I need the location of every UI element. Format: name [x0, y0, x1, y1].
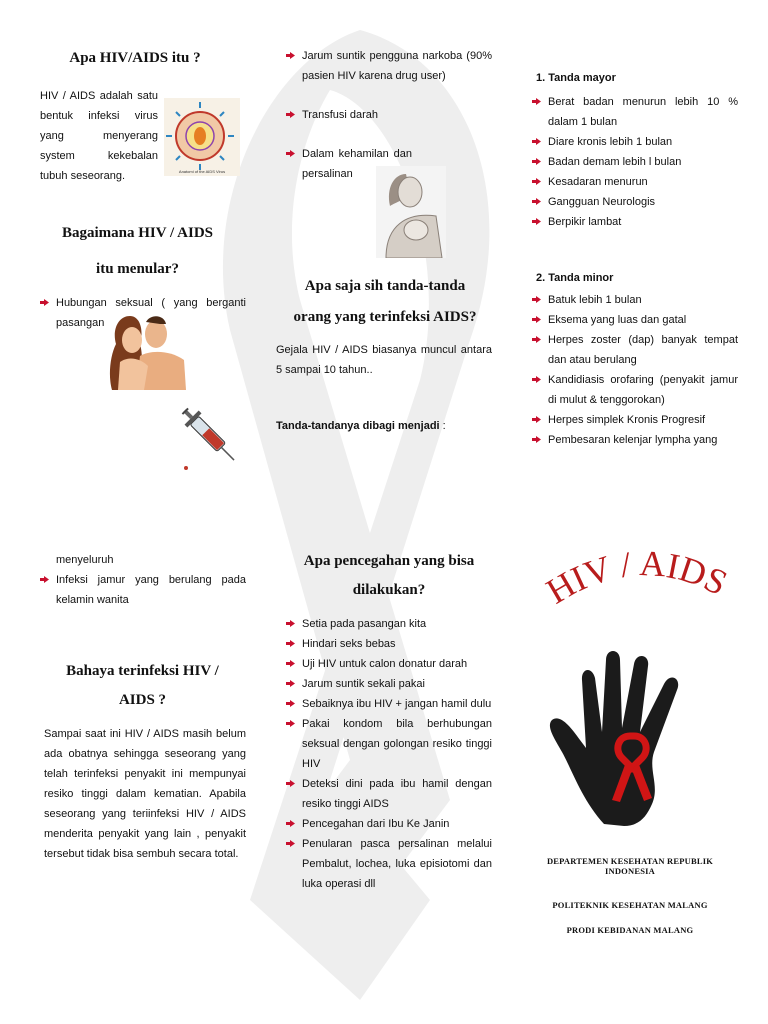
arrow-bullet-icon [532, 218, 541, 225]
symptoms-division-text: Tanda-tandanya dibagi menjadi : [276, 420, 446, 432]
svg-text:HIV / AIDS: HIV / AIDS [539, 548, 734, 612]
arrow-bullet-icon [286, 820, 295, 827]
list-item: Batuk lebih 1 bulan [532, 290, 738, 310]
list-item: Uji HIV untuk calon donatur darah [286, 654, 492, 674]
virus-caption: Anatomi of the AIDS Virus [178, 169, 226, 174]
transmission-heading-line2: itu menular? [96, 261, 179, 277]
mother-baby-image [376, 166, 446, 258]
virus-anatomy-image [164, 98, 240, 176]
list-item: Gangguan Neurologis [532, 192, 738, 212]
list-item: Pembesaran kelenjar lympha yang [532, 430, 738, 450]
list-item: Berpikir lambat [532, 212, 738, 232]
org-ministry: DEPARTEMEN KESEHATAN REPUBLIK INDONESIA [546, 856, 714, 876]
arrow-bullet-icon [286, 660, 295, 667]
arrow-bullet-icon [286, 840, 295, 847]
arrow-bullet-icon [532, 98, 541, 105]
list-item: Pencegahan dari Ibu Ke Janin [286, 814, 492, 834]
arrow-bullet-icon [532, 376, 541, 383]
list-item: Kandidiasis orofaring (penyakit jamur di mulut & tenggorokan) [532, 370, 738, 410]
arrow-bullet-icon [532, 296, 541, 303]
cover-title [528, 548, 748, 628]
arrow-bullet-icon [286, 111, 295, 118]
arrow-bullet-icon [532, 436, 541, 443]
arrow-bullet-icon [532, 336, 541, 343]
symptoms-heading-line1: Apa saja sih tanda-tanda [304, 278, 466, 294]
arrow-bullet-icon [286, 150, 295, 157]
arrow-bullet-icon [532, 178, 541, 185]
arrow-bullet-icon [532, 138, 541, 145]
arrow-bullet-icon [286, 720, 295, 727]
list-item: Hubungan seksual ( yang berganti pasangan [40, 293, 246, 333]
list-item: Setia pada pasangan kita [286, 614, 492, 634]
prevention-heading-line2: dilakukan? [352, 582, 426, 598]
arrow-bullet-icon [286, 700, 295, 707]
transmission-list-continued [286, 46, 492, 184]
arrow-bullet-icon [532, 416, 541, 423]
arrow-bullet-icon [286, 52, 295, 59]
list-item: Herpes zoster (dap) banyak tempat dan atau berulang [532, 330, 738, 370]
danger-heading-line2: AIDS ? [118, 692, 167, 708]
list-item: Hindari seks bebas [286, 634, 492, 654]
arrow-bullet-icon [286, 640, 295, 647]
list-item: Badan demam lebih l bulan [532, 152, 738, 172]
arrow-bullet-icon [532, 158, 541, 165]
minor-signs-list [532, 290, 738, 450]
couple-image [100, 306, 190, 390]
what-is-hiv-heading: Apa HIV/AIDS itu ? [69, 50, 201, 66]
list-item: Eksema yang luas dan gatal [532, 310, 738, 330]
list-item: Transfusi darah [286, 105, 492, 125]
arrow-bullet-icon [286, 780, 295, 787]
org-study-program: PRODI KEBIDANAN MALANG [566, 925, 694, 935]
syringe-image [180, 400, 240, 472]
list-item: Penularan pasca persalinan melalui Pembalut, lochea, luka episiotomi dan luka operasi dll [286, 834, 492, 894]
list-item: Pakai kondom bila berhubungan seksual dengan golongan resiko tinggi HIV [286, 714, 492, 774]
list-item: Diare kronis lebih 1 bulan [532, 132, 738, 152]
prevention-list [286, 614, 492, 894]
list-item: Jarum suntik pengguna narkoba (90% pasien HIV karena drug user) [286, 46, 492, 86]
list-item: Infeksi jamur yang berulang pada kelamin wanita [40, 570, 246, 610]
symptoms-heading-line2: orang yang terinfeksi AIDS? [293, 309, 477, 325]
list-item: Kesadaran menurun [532, 172, 738, 192]
prevention-heading-line1: Apa pencegahan yang bisa [303, 553, 475, 569]
minor-sign-continued-text: menyeluruh [56, 554, 114, 566]
arrow-bullet-icon [286, 680, 295, 687]
arrow-bullet-icon [286, 620, 295, 627]
arrow-bullet-icon [532, 316, 541, 323]
arrow-bullet-icon [532, 198, 541, 205]
major-signs-title: 1. Tanda mayor [536, 72, 616, 84]
list-item: Berat badan menurun lebih 10 % dalam 1 bulan [532, 92, 738, 132]
list-item: Jarum suntik sekali pakai [286, 674, 492, 694]
hand-ribbon-image [542, 640, 724, 826]
what-is-hiv-text: HIV / AIDS adalah satu bentuk infeksi virus yang menyerang system kekebalan tubuh seseorang. [40, 90, 158, 182]
major-signs-list [532, 92, 738, 232]
list-item: Herpes simplek Kronis Progresif [532, 410, 738, 430]
org-polytechnic: POLITEKNIK KESEHATAN MALANG [552, 900, 708, 910]
transmission-heading-line1: Bagaimana HIV / AIDS [61, 225, 213, 241]
danger-text: Sampai saat ini HIV / AIDS masih belum ada obatnya sehingga seseorang yang telah terinfeksi penyakit ini mempunyai resiko tinggi dalam kematian. Apabila seseorang yang teriinfeksi HIV / AIDS menderita penyakit yang lain , penyakit tersebut tidak bisa sembuh secara total. [44, 728, 246, 860]
arrow-bullet-icon [40, 299, 49, 306]
list-item: Sebaiknya ibu HIV + jangan hamil dulu [286, 694, 492, 714]
arrow-bullet-icon [40, 576, 49, 583]
symptoms-intro-text: Gejala HIV / AIDS biasanya muncul antara 5 sampai 10 tahun.. [276, 344, 492, 376]
list-item: Dalam kehamilan dan persalinan [286, 144, 412, 184]
danger-heading-line1: Bahaya terinfeksi HIV / [66, 663, 219, 679]
list-item: Deteksi dini pada ibu hamil dengan resiko tinggi AIDS [286, 774, 492, 814]
minor-signs-list-continued [40, 570, 246, 610]
minor-signs-title: 2. Tanda minor [536, 272, 614, 284]
